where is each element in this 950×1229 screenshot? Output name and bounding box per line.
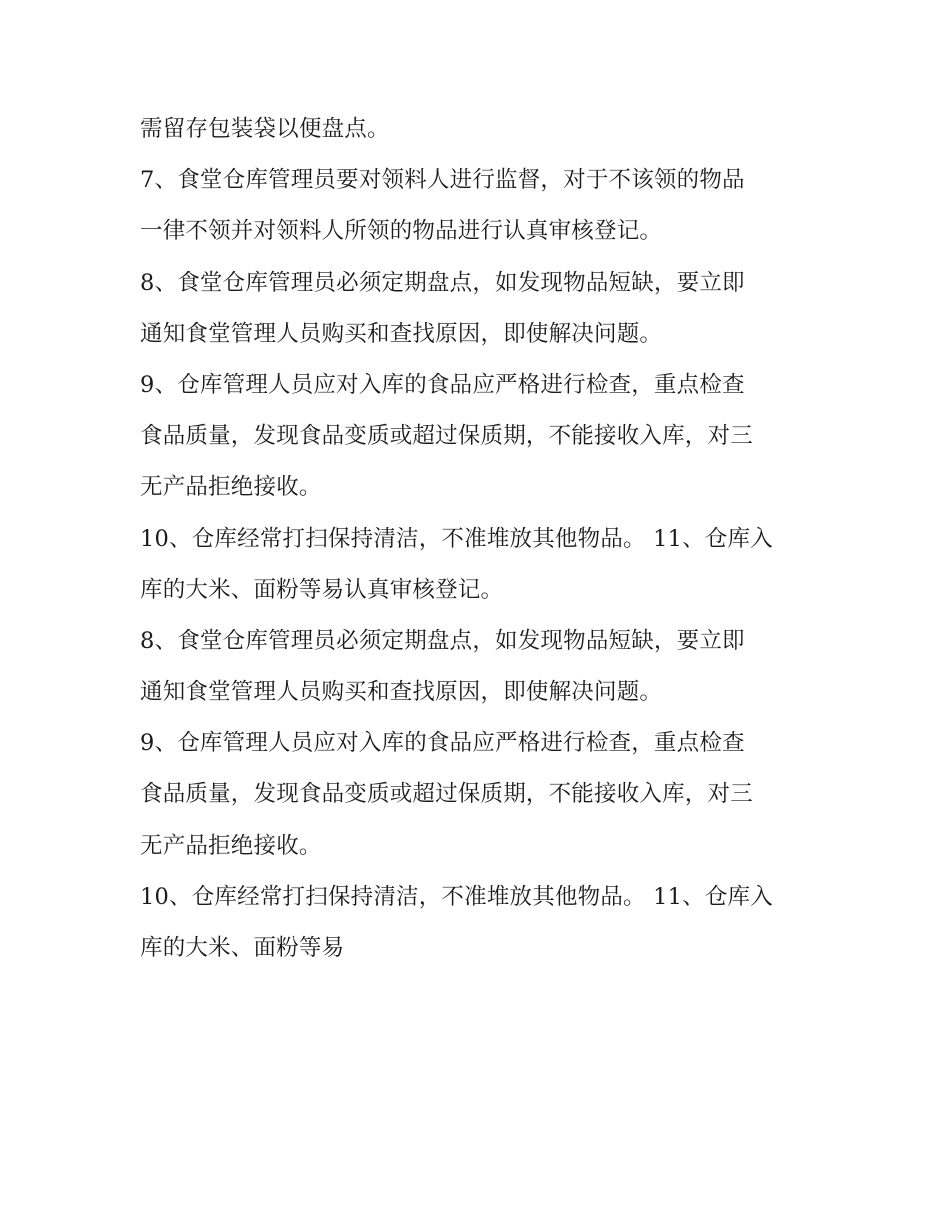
text-line: 通知食堂管理人员购买和查找原因，即使解决问题。: [140, 679, 663, 706]
text-line: 8、食堂仓库管理员必须定期盘点，如发现物品短缺，要立即: [140, 269, 745, 296]
text-line: 8、食堂仓库管理员必须定期盘点，如发现物品短缺，要立即: [140, 627, 745, 654]
text-line: 9、仓库管理人员应对入库的食品应严格进行检查，重点检查: [140, 730, 745, 757]
text-line: 一律不领并对领料人所领的物品进行认真审核登记。: [140, 218, 663, 245]
text-line: 通知食堂管理人员购买和查找原因，即使解决问题。: [140, 320, 663, 347]
text-line: 无产品拒绝接收。: [140, 832, 322, 859]
text-line: 10、仓库经常打扫保持清洁，不准堆放其他物品。 11、仓库入: [140, 883, 773, 910]
text-line: 10、仓库经常打扫保持清洁，不准堆放其他物品。 11、仓库入: [140, 525, 773, 552]
text-line: 食品质量，发现食品变质或超过保质期，不能接收入库，对三: [140, 781, 753, 808]
document-body: [140, 104, 820, 974]
text-line: 需留存包装袋以便盘点。: [140, 116, 390, 142]
text-line: 库的大米、面粉等易: [140, 935, 345, 961]
text-line: 无产品拒绝接收。: [140, 474, 322, 501]
text-line: 7、食堂仓库管理员要对领料人进行监督，对于不该领的物品: [140, 167, 745, 194]
text-line: 库的大米、面粉等易认真审核登记。: [140, 576, 504, 603]
text-line: 9、仓库管理人员应对入库的食品应严格进行检查，重点检查: [140, 371, 745, 398]
text-line: 食品质量，发现食品变质或超过保质期，不能接收入库，对三: [140, 423, 753, 450]
